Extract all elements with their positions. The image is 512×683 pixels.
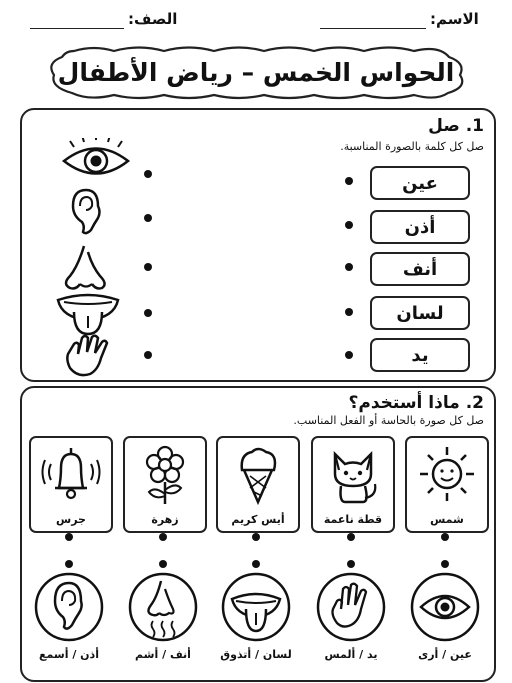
flower-icon — [135, 444, 195, 506]
word-dot-5[interactable] — [345, 351, 353, 359]
sense-label-ear: أذن / أسمع — [39, 648, 99, 661]
section2-instruction: صل كل صورة بالحاسة أو الفعل المناسب. — [293, 414, 484, 427]
sense-label-eye: عين / أرى — [418, 648, 472, 661]
sun-icon — [417, 444, 477, 506]
card-label: قطة ناعمة — [323, 513, 383, 526]
ear-icon — [33, 571, 105, 643]
tongue-icon — [220, 571, 292, 643]
sense-dot-4[interactable] — [159, 560, 167, 568]
ear-icon — [70, 188, 106, 236]
class-blank[interactable] — [30, 28, 124, 29]
page-title: الحواس الخمس – رياض الأطفال — [57, 57, 455, 87]
sense-dot-1[interactable] — [441, 560, 449, 568]
section1-instruction: صل كل كلمة بالصورة المناسبة. — [340, 140, 484, 153]
sense-dot-3[interactable] — [252, 560, 260, 568]
picture-dot-5[interactable] — [144, 351, 152, 359]
card-dot-3[interactable] — [252, 533, 260, 541]
card-dot-5[interactable] — [65, 533, 73, 541]
section1-heading: 1. صل — [428, 116, 484, 136]
eye-icon — [60, 138, 132, 184]
card-cat — [311, 436, 395, 533]
sense-dot-2[interactable] — [347, 560, 355, 568]
tongue-icon — [56, 292, 120, 338]
bell-icon — [41, 444, 101, 506]
card-label: شمس — [430, 513, 464, 526]
card-flower — [123, 436, 207, 533]
word-dot-1[interactable] — [345, 177, 353, 185]
sense-label-tongue: لسان / أتذوق — [220, 648, 292, 661]
sense-label-nose: أنف / أشم — [135, 648, 191, 661]
card-label: جرس — [56, 513, 86, 526]
card-dot-1[interactable] — [441, 533, 449, 541]
section2-heading: 2. ماذا أستخدم؟ — [348, 393, 484, 413]
class-label: الصف: — [128, 10, 178, 28]
eye-icon — [409, 571, 481, 643]
cat-icon — [323, 444, 383, 506]
word-box-ear: أذن — [370, 210, 470, 244]
nose-icon — [56, 244, 112, 292]
ice-cream-icon — [228, 444, 288, 506]
word-dot-3[interactable] — [345, 263, 353, 271]
picture-dot-2[interactable] — [144, 214, 152, 222]
hand-icon — [62, 334, 114, 378]
sense-dot-5[interactable] — [65, 560, 73, 568]
word-box-eye: عين — [370, 166, 470, 200]
card-label: أيس كريم — [231, 513, 285, 526]
name-blank[interactable] — [320, 28, 426, 29]
card-dot-2[interactable] — [347, 533, 355, 541]
picture-dot-3[interactable] — [144, 263, 152, 271]
name-label: الاسم: — [430, 10, 479, 28]
nose-icon — [127, 571, 199, 643]
word-dot-2[interactable] — [345, 221, 353, 229]
picture-dot-4[interactable] — [144, 309, 152, 317]
card-dot-4[interactable] — [159, 533, 167, 541]
card-ice-cream — [216, 436, 300, 533]
picture-dot-1[interactable] — [144, 170, 152, 178]
word-box-nose: أنف — [370, 252, 470, 286]
word-box-hand: يد — [370, 338, 470, 372]
word-dot-4[interactable] — [345, 308, 353, 316]
card-bell — [29, 436, 113, 533]
word-box-tongue: لسان — [370, 296, 470, 330]
card-label: زهرة — [151, 513, 179, 526]
hand-icon — [315, 571, 387, 643]
sense-label-hand: يد / ألمس — [324, 648, 378, 661]
card-sun — [405, 436, 489, 533]
